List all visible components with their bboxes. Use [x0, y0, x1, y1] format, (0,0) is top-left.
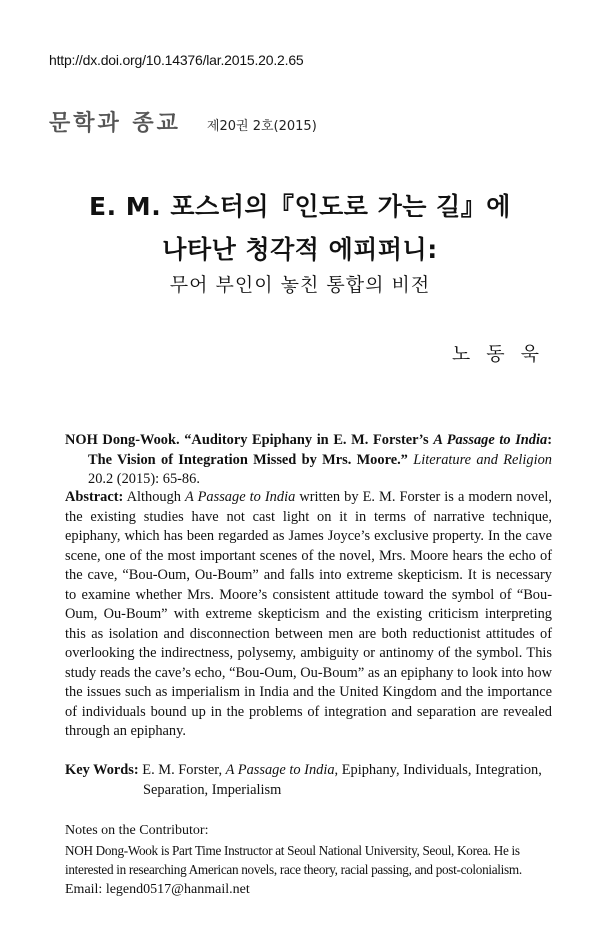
citation — [65, 431, 552, 490]
journal-header — [49, 106, 317, 137]
journal-name: 문학과 종교 — [49, 110, 181, 136]
keywords — [65, 761, 552, 800]
abstract-text-2: written by E. M. Forster is a modern novel, the existing studies have not cast light on it in terms of narrative technique, epiphany, which has been regarded as James Joyce’s exclusive property. In the cave scene, one of the most important scenes of the novel, Mrs. Moore hears the echo of the cave, “Bou-Oum, Ou-Boum” and falls into extreme skepticism. It is necessary to examine whether Mrs. Moore’s consistent attitude toward the symbol of “Bou-Oum, Ou-Boum” with extreme skepticism and the existing criticism interpreting this as isolation and disconnection between men are both reductionist attitudes of overlooking the indirectness, polysemy, ambiguity or antinomy of the symbol. This study reads the cave’s echo, “Bou-Oum, Ou-Boum” as an epiphany to look into how the issues such as imperialism in India and the United Kingdom and the importance of individuals bound up in the problems of integration and separation are revealed through an epiphany. — [65, 489, 552, 739]
citation-author-title: NOH Dong-Wook. “Auditory Epiphany in E. M. Forster’s — [65, 432, 434, 448]
notes-heading: Notes on the Contributor: — [65, 823, 209, 838]
subtitle: 무어 부인이 놓친 통합의 비전 — [169, 274, 431, 296]
contributor-notes — [65, 821, 555, 899]
abstract-label: Abstract: — [65, 489, 124, 505]
citation-volume: 20.2 (2015): 65-86. — [88, 471, 200, 487]
keywords-label: Key Words: — [65, 762, 139, 778]
title-line-1: E. M. 포스터의『인도로 가는 길』에 — [89, 192, 511, 221]
keywords-text-3: Separation, Imperialism — [143, 781, 282, 798]
citation-text — [65, 431, 552, 490]
author-name-korean: 노 동 욱 — [451, 343, 544, 365]
keywords-text-1: E. M. Forster, — [138, 762, 226, 778]
notes-email[interactable]: Email: legend0517@hanmail.net — [65, 881, 250, 897]
notes-line-2: interested in researching American novels, race theory, racial passing, and post-colonialism. — [65, 862, 522, 877]
doi-link[interactable]: http://dx.doi.org/10.14376/lar.2015.20.2.65 — [49, 52, 304, 68]
keywords-book-title: A Passage to India — [225, 762, 335, 778]
citation-book-title: A Passage to India — [433, 432, 548, 448]
notes-line-1: NOH Dong-Wook is Part Time Instructor at Seoul National University, Seoul, Korea. He is — [65, 842, 520, 858]
title-line-2: 나타난 청각적 에피퍼니: — [162, 235, 438, 264]
abstract — [65, 488, 552, 742]
abstract-text-1: Although — [123, 489, 186, 505]
citation-title-rest: : The Vision of Integration Missed by Mrs. Moore.” — [88, 432, 552, 468]
keywords-text-2: , Epiphany, Individuals, Integration, — [334, 762, 542, 778]
abstract-book-title: A Passage to India — [185, 489, 296, 505]
journal-issue: 제20권 2호(2015) — [206, 119, 317, 134]
citation-journal: Literature and Religion — [413, 451, 552, 468]
